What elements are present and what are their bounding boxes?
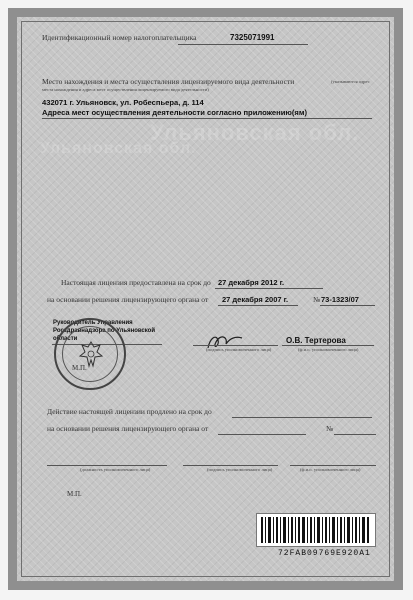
basis-number-line xyxy=(320,305,375,306)
signature-line-2 xyxy=(183,465,278,466)
basis-label: на основании решения лицензирующего органа от xyxy=(47,295,209,304)
term-date: 27 декабря 2012 г. xyxy=(218,278,285,287)
signature-caption-2: (подпись уполномоченного лица) xyxy=(207,467,273,472)
address: 432071 г. Ульяновск, ул. Робеспьера, д. 114 xyxy=(42,98,204,107)
inn-line xyxy=(178,44,308,45)
stamp-place-1: М.П. xyxy=(72,364,87,372)
address-line xyxy=(42,118,372,119)
barcode-bars-icon xyxy=(257,514,375,546)
inn-label: Идентификационный номер налогоплательщика xyxy=(42,33,197,42)
stamp-place-2: М.П. xyxy=(67,490,82,498)
signatory-caption: (ф.и.о. уполномоченного лица) xyxy=(298,347,359,352)
extend-basis: на основании решения лицензирующего органа от xyxy=(47,424,209,433)
extend-basis-line xyxy=(218,434,306,435)
basis-date: 27 декабря 2007 г. xyxy=(222,295,289,304)
basis-number: 73-1323/07 xyxy=(321,295,359,304)
extend-no-sign: № xyxy=(326,424,334,433)
extend-label: Действие настоящей лицензии продлено на срок до xyxy=(47,407,212,416)
barcode xyxy=(256,513,376,547)
watermark-text-2: Ульяновская обл. xyxy=(40,140,197,157)
signatory-line xyxy=(282,345,374,346)
extend-number-line xyxy=(334,434,376,435)
post-caption: (должность уполномоченного лица) xyxy=(80,467,151,472)
barcode-number: 72FAB09769E920A1 xyxy=(278,549,371,558)
official-seal xyxy=(54,318,126,390)
extend-line xyxy=(232,417,372,418)
term-label: Настоящая лицензия предоставлена на срок до xyxy=(61,278,211,287)
basis-no-sign: № xyxy=(313,295,321,304)
signature-caption: (подпись уполномоченного лица) xyxy=(206,347,272,352)
head-org-1: Росздравнадзора по Ульяновской xyxy=(53,328,156,334)
location-note-1: (указываются адрес xyxy=(331,79,370,84)
head-org-2: области xyxy=(53,336,78,342)
location-label: Место нахождения и места осуществления лицензируемого вида деятельности xyxy=(42,77,295,86)
post-line xyxy=(47,465,167,466)
signature-line xyxy=(193,345,278,346)
basis-date-line xyxy=(218,305,298,306)
address-sub: Адреса мест осуществления деятельности согласно приложению(ям) xyxy=(42,108,307,117)
name-line-2 xyxy=(290,465,376,466)
name-caption-2: (ф.и.о. уполномоченного лица) xyxy=(300,467,361,472)
head-title: Руководитель Управления xyxy=(53,320,133,326)
term-line xyxy=(215,288,323,289)
signatory-name: О.В. Тертерова xyxy=(286,336,346,345)
location-note-2: места нахождения и адреса мест осуществления лицензируемого вида деятельности) xyxy=(42,87,209,92)
watermark-text: Ульяновская обл. xyxy=(150,120,360,145)
inn-value: 7325071991 xyxy=(230,33,275,42)
